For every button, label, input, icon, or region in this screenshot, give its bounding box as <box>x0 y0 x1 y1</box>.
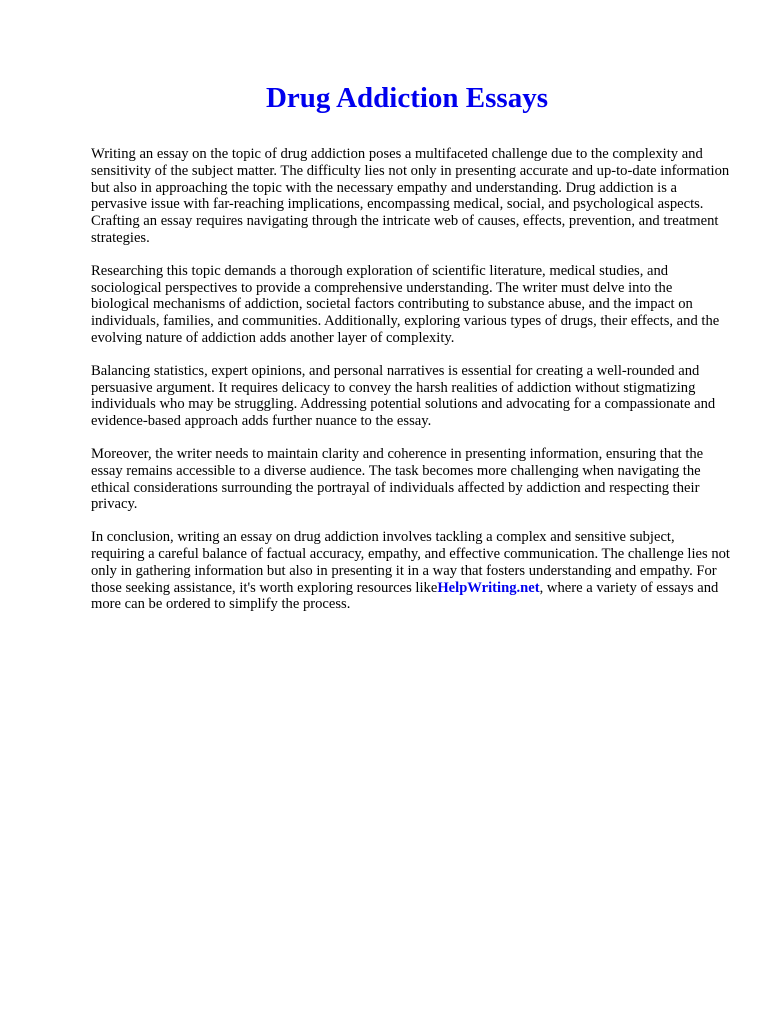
conclusion-text-before-link: In conclusion, writing an essay on drug addiction involves tackling a complex and sensitive subject, requiring a careful balance of factual accuracy, empathy, and effective communication. The challenge lies not only in gathering information but also in presenting it in a way that fosters understanding and empathy. For those seeking assistance, it's worth exploring resources like <box>91 529 730 596</box>
conclusion-text-after-link: , where a variety of essays and more can be ordered to simplify the process. <box>91 579 719 613</box>
paragraph-conclusion <box>91 529 731 613</box>
paragraph-intro: Writing an essay on the topic of drug addiction poses a multifaceted challenge due to the complexity and sensitivity of the subject matter. The difficulty lies not only in presenting accurate and up-to-date information but also in approaching the topic with the necessary empathy and understanding. Drug addiction is a pervasive issue with far-reaching implications, encompassing medical, social, and psychological aspects. Crafting an essay requires navigating through the intricate web of causes, effects, prevention, and treatment strategies. <box>91 146 730 246</box>
paragraph-clarity: Moreover, the writer needs to maintain clarity and coherence in presenting information, ensuring that the essay remains accessible to a diverse audience. The task becomes more challenging when navigating the ethical considerations surrounding the portrayal of individuals affected by addiction and respecting their privacy. <box>91 445 704 513</box>
paragraph-research: Researching this topic demands a thorough exploration of scientific literature, medical studies, and sociological perspectives to provide a comprehensive understanding. The writer must delve into the biological mechanisms of addiction, societal factors contributing to substance abuse, and the impact on individuals, families, and communities. Additionally, exploring various types of drugs, their effects, and the evolving nature of addiction adds another layer of complexity. <box>91 262 720 346</box>
document-body <box>91 146 731 629</box>
paragraph-balancing: Balancing statistics, expert opinions, and personal narratives is essential for creating a well-rounded and persuasive argument. It requires delicacy to convey the harsh realities of addiction without stigmatizing individuals who may be struggling. Addressing potential solutions and advocating for a compassionate and evidence-based approach adds further nuance to the essay. <box>91 362 716 430</box>
document-title: Drug Addiction Essays <box>265 82 548 114</box>
helpwriting-link[interactable]: HelpWriting.net <box>437 579 540 596</box>
